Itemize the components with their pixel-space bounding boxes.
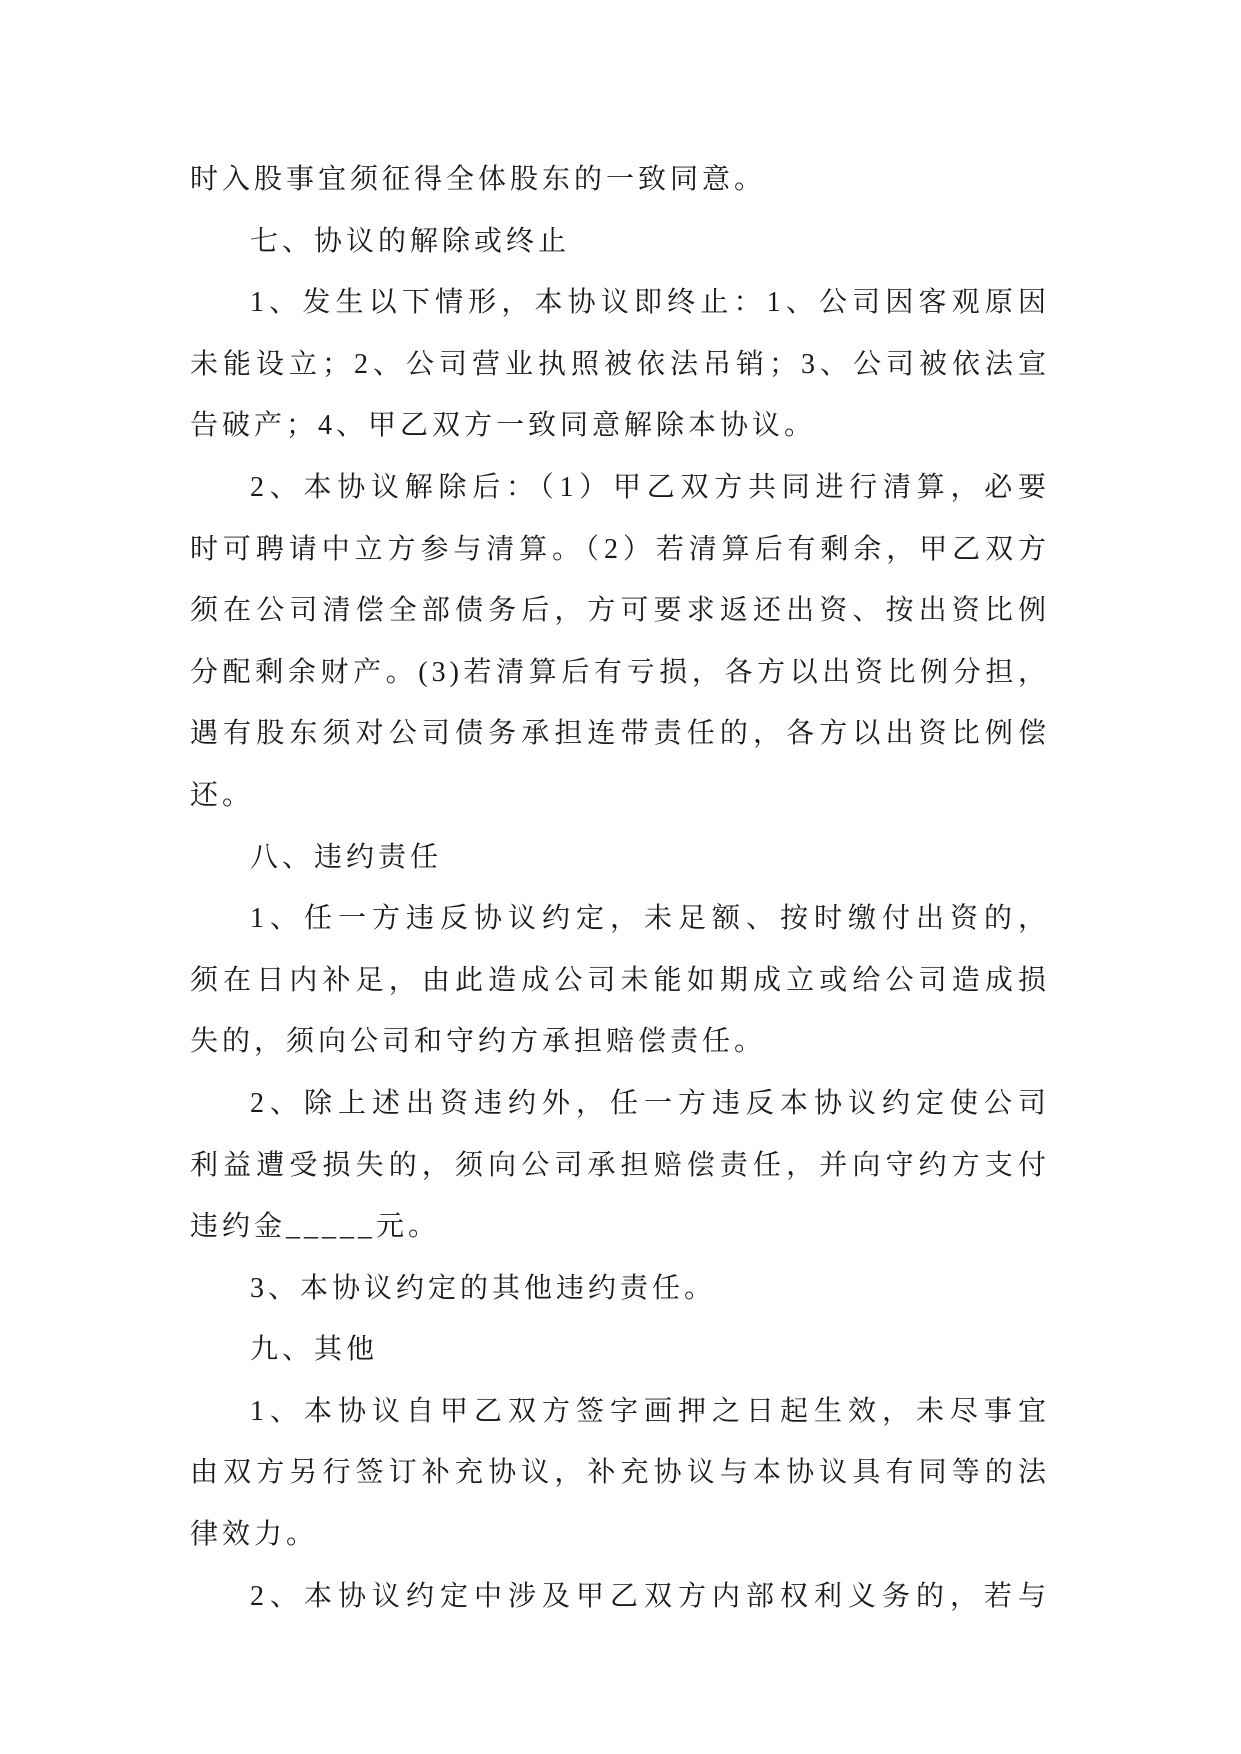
text-line: 1、任一方违反协议约定，未足额、按时缴付出资的，	[250, 903, 1050, 935]
section-heading-7	[190, 211, 1050, 273]
text-line: 告破产；4、甲乙双方一致同意解除本协议。	[190, 410, 817, 442]
text-line: 2、本协议解除后：（1）甲乙双方共同进行清算，必要	[250, 471, 1050, 503]
clause-8-1	[190, 888, 1050, 1073]
text-line: 利益遭受损失的，须向公司承担赔偿责任，并向守约方支付	[190, 1149, 1050, 1181]
text-line: 时可聘请中立方参与清算。（2）若清算后有剩余，甲乙双方	[190, 533, 1050, 565]
text-line: 1、发生以下情形，本协议即终止：1、公司因客观原因	[250, 287, 1050, 319]
text-line: 1、本协议自甲乙双方签字画押之日起生效，未尽事宜	[250, 1395, 1050, 1427]
text-line: 2、除上述出资违约外，任一方违反本协议约定使公司	[250, 1087, 1050, 1119]
section-heading-8	[190, 827, 1050, 889]
text-line: 还。	[190, 779, 255, 811]
clause-8-3	[190, 1258, 1050, 1320]
document-body	[190, 149, 1050, 1627]
clause-7-2	[190, 457, 1050, 827]
section-heading-text: 七、协议的解除或终止	[250, 225, 571, 257]
text-line: 律效力。	[190, 1519, 319, 1551]
section-heading-text: 九、其他	[250, 1334, 379, 1366]
text-line: 遇有股东须对公司债务承担连带责任的，各方以出资比例偿	[190, 718, 1050, 750]
clause-8-2	[190, 1073, 1050, 1258]
section-heading-9	[190, 1319, 1050, 1381]
paragraph-continuation	[190, 149, 1050, 211]
clause-9-1	[190, 1381, 1050, 1566]
clause-9-2	[190, 1566, 1050, 1628]
section-heading-text: 八、违约责任	[250, 841, 443, 873]
text-line: 时入股事宜须征得全体股东的一致同意。	[190, 164, 767, 195]
text-line: 须在公司清偿全部债务后，方可要求返还出资、按出资比例	[190, 595, 1050, 627]
clause-7-1	[190, 272, 1050, 457]
text-line: 违约金_____元。	[190, 1211, 441, 1243]
text-line: 须在日内补足，由此造成公司未能如期成立或给公司造成损	[190, 964, 1050, 996]
text-line: 3、本协议约定的其他违约责任。	[250, 1272, 717, 1304]
text-line: 分配剩余财产。(3)若清算后有亏损，各方以出资比例分担，	[190, 656, 1050, 688]
text-line: 2、本协议约定中涉及甲乙双方内部权利义务的，若与	[250, 1580, 1050, 1612]
text-line: 由双方另行签订补充协议，补充协议与本协议具有同等的法	[190, 1457, 1050, 1489]
text-line: 失的，须向公司和守约方承担赔偿责任。	[190, 1026, 767, 1058]
text-line: 未能设立；2、公司营业执照被依法吊销；3、公司被依法宣	[190, 348, 1050, 380]
